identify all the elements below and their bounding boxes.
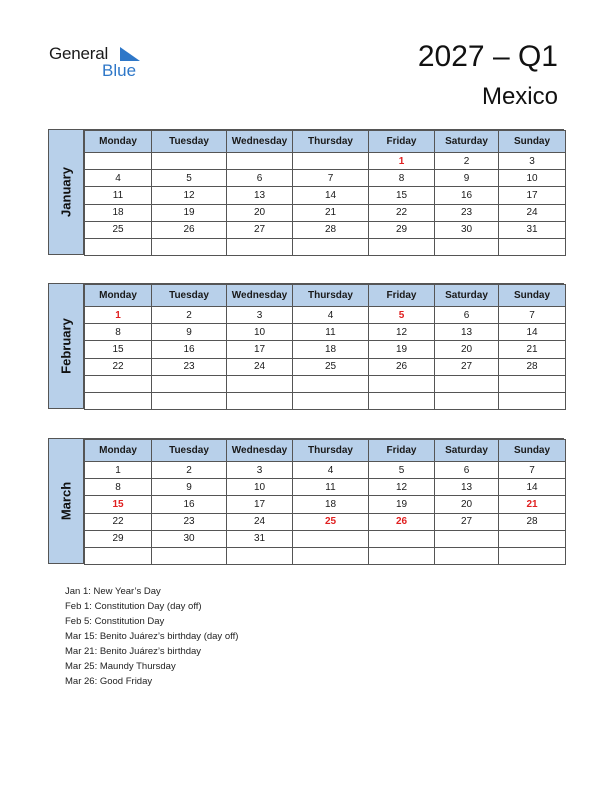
day-cell: 10 — [499, 170, 566, 187]
day-cell: 3 — [499, 153, 566, 170]
day-cell — [369, 547, 435, 564]
month-grid — [84, 439, 566, 565]
day-cell — [369, 392, 435, 409]
week-row — [85, 221, 566, 238]
holiday-note: Jan 1: New Year’s Day — [65, 586, 161, 597]
day-cell: 8 — [85, 479, 152, 496]
brand-triangle-icon — [120, 47, 140, 61]
day-cell: 18 — [293, 496, 369, 513]
day-cell — [293, 238, 369, 255]
day-cell: 1 — [369, 153, 435, 170]
day-cell: 28 — [293, 221, 369, 238]
weekday-header: Saturday — [435, 285, 499, 307]
day-cell — [369, 375, 435, 392]
day-cell — [369, 530, 435, 547]
day-cell: 6 — [227, 170, 293, 187]
day-cell: 10 — [227, 324, 293, 341]
week-row — [85, 462, 566, 479]
day-cell — [227, 392, 293, 409]
day-cell: 7 — [293, 170, 369, 187]
day-cell: 21 — [499, 496, 566, 513]
weekday-header: Tuesday — [152, 131, 227, 153]
day-cell: 4 — [293, 307, 369, 324]
day-cell: 8 — [369, 170, 435, 187]
day-cell: 5 — [369, 307, 435, 324]
day-cell: 28 — [499, 513, 566, 530]
day-cell: 22 — [85, 358, 152, 375]
weekday-header: Monday — [85, 131, 152, 153]
day-cell: 24 — [227, 513, 293, 530]
day-cell: 19 — [369, 496, 435, 513]
weekday-header: Tuesday — [152, 440, 227, 462]
day-cell — [85, 547, 152, 564]
day-cell: 22 — [85, 513, 152, 530]
day-cell: 24 — [499, 204, 566, 221]
day-cell: 21 — [499, 341, 566, 358]
day-cell — [152, 153, 227, 170]
day-cell: 2 — [152, 462, 227, 479]
day-cell: 12 — [369, 324, 435, 341]
day-cell — [435, 547, 499, 564]
day-cell: 13 — [435, 479, 499, 496]
day-cell — [435, 530, 499, 547]
day-cell: 15 — [85, 496, 152, 513]
month-calendar-january — [48, 129, 564, 255]
day-cell: 23 — [152, 358, 227, 375]
weekday-header: Thursday — [293, 285, 369, 307]
week-row — [85, 324, 566, 341]
month-calendar-february — [48, 283, 564, 409]
day-cell: 15 — [85, 341, 152, 358]
day-cell: 4 — [293, 462, 369, 479]
day-cell: 31 — [499, 221, 566, 238]
day-cell: 16 — [152, 341, 227, 358]
week-row — [85, 392, 566, 409]
day-cell — [227, 547, 293, 564]
week-row — [85, 153, 566, 170]
day-cell: 17 — [227, 341, 293, 358]
day-cell: 11 — [293, 479, 369, 496]
day-cell: 2 — [152, 307, 227, 324]
weekday-header: Sunday — [499, 285, 566, 307]
day-cell: 14 — [499, 479, 566, 496]
week-row — [85, 307, 566, 324]
day-cell — [499, 392, 566, 409]
holiday-note: Mar 26: Good Friday — [65, 676, 153, 687]
day-cell: 21 — [293, 204, 369, 221]
day-cell — [152, 375, 227, 392]
weekday-header: Monday — [85, 285, 152, 307]
holiday-note: Mar 21: Benito Juárez’s birthday — [65, 646, 202, 657]
day-cell — [152, 547, 227, 564]
day-cell: 24 — [227, 358, 293, 375]
month-label — [49, 439, 84, 563]
day-cell — [499, 375, 566, 392]
day-cell: 30 — [435, 221, 499, 238]
day-cell: 29 — [369, 221, 435, 238]
day-cell: 16 — [152, 496, 227, 513]
weekday-header: Tuesday — [152, 285, 227, 307]
day-cell: 6 — [435, 462, 499, 479]
day-cell — [85, 392, 152, 409]
weekday-header: Sunday — [499, 440, 566, 462]
day-cell: 14 — [499, 324, 566, 341]
week-row — [85, 170, 566, 187]
day-cell: 11 — [85, 187, 152, 204]
day-cell: 30 — [152, 530, 227, 547]
month-grid — [84, 130, 566, 256]
holiday-note: Feb 1: Constitution Day (day off) — [65, 601, 202, 612]
day-cell — [152, 238, 227, 255]
day-cell: 11 — [293, 324, 369, 341]
day-cell: 16 — [435, 187, 499, 204]
holiday-note: Mar 15: Benito Juárez’s birthday (day off) — [65, 631, 239, 642]
week-row — [85, 238, 566, 255]
day-cell — [227, 375, 293, 392]
week-row — [85, 530, 566, 547]
week-row — [85, 547, 566, 564]
day-cell: 13 — [435, 324, 499, 341]
day-cell — [293, 392, 369, 409]
month-name: February — [58, 318, 74, 374]
day-cell — [499, 530, 566, 547]
day-cell: 23 — [435, 204, 499, 221]
day-cell: 28 — [499, 358, 566, 375]
weekday-header: Wednesday — [227, 131, 293, 153]
day-cell — [435, 392, 499, 409]
weekday-header: Friday — [369, 440, 435, 462]
week-row — [85, 204, 566, 221]
month-name: January — [58, 167, 74, 217]
holiday-note: Feb 5: Constitution Day — [65, 616, 165, 627]
day-cell: 14 — [293, 187, 369, 204]
day-cell: 19 — [369, 341, 435, 358]
day-cell — [227, 238, 293, 255]
weekday-header: Wednesday — [227, 285, 293, 307]
day-cell — [499, 238, 566, 255]
month-label — [49, 130, 84, 254]
day-cell: 20 — [227, 204, 293, 221]
weekday-header: Monday — [85, 440, 152, 462]
day-cell: 27 — [227, 221, 293, 238]
day-cell: 26 — [152, 221, 227, 238]
weekday-header: Saturday — [435, 131, 499, 153]
week-row — [85, 341, 566, 358]
week-row — [85, 358, 566, 375]
day-cell: 29 — [85, 530, 152, 547]
day-cell: 3 — [227, 307, 293, 324]
day-cell: 19 — [152, 204, 227, 221]
weekday-header: Thursday — [293, 440, 369, 462]
day-cell: 2 — [435, 153, 499, 170]
day-cell: 31 — [227, 530, 293, 547]
holiday-notes — [65, 584, 238, 689]
day-cell: 7 — [499, 307, 566, 324]
country-name: Mexico — [481, 83, 558, 110]
day-cell — [293, 375, 369, 392]
brand-logo — [49, 44, 159, 84]
day-cell: 12 — [152, 187, 227, 204]
day-cell: 8 — [85, 324, 152, 341]
day-cell: 18 — [293, 341, 369, 358]
week-row — [85, 375, 566, 392]
day-cell: 27 — [435, 513, 499, 530]
month-name: March — [58, 481, 74, 521]
day-cell: 26 — [369, 513, 435, 530]
day-cell: 10 — [227, 479, 293, 496]
day-cell: 15 — [369, 187, 435, 204]
weekday-header: Sunday — [499, 131, 566, 153]
holiday-note: Mar 25: Maundy Thursday — [65, 661, 176, 672]
day-cell: 27 — [435, 358, 499, 375]
week-row — [85, 479, 566, 496]
day-cell: 25 — [293, 358, 369, 375]
day-cell: 6 — [435, 307, 499, 324]
day-cell: 13 — [227, 187, 293, 204]
day-cell: 7 — [499, 462, 566, 479]
day-cell: 1 — [85, 307, 152, 324]
day-cell — [499, 547, 566, 564]
page-title: 2027 – Q1 — [417, 40, 558, 73]
weekday-header: Wednesday — [227, 440, 293, 462]
day-cell: 4 — [85, 170, 152, 187]
day-cell: 5 — [152, 170, 227, 187]
day-cell: 22 — [369, 204, 435, 221]
day-cell: 20 — [435, 341, 499, 358]
week-row — [85, 496, 566, 513]
day-cell: 9 — [152, 479, 227, 496]
week-row — [85, 187, 566, 204]
day-cell — [85, 375, 152, 392]
day-cell: 1 — [85, 462, 152, 479]
day-cell: 23 — [152, 513, 227, 530]
month-label — [49, 284, 84, 408]
day-cell — [85, 238, 152, 255]
day-cell: 17 — [499, 187, 566, 204]
day-cell: 26 — [369, 358, 435, 375]
month-grid — [84, 284, 566, 410]
day-cell: 20 — [435, 496, 499, 513]
weekday-header: Friday — [369, 285, 435, 307]
brand-name-blue: Blue — [102, 61, 137, 80]
weekday-header: Friday — [369, 131, 435, 153]
weekday-header: Thursday — [293, 131, 369, 153]
day-cell — [227, 153, 293, 170]
day-cell: 18 — [85, 204, 152, 221]
day-cell — [293, 530, 369, 547]
day-cell — [435, 238, 499, 255]
day-cell: 3 — [227, 462, 293, 479]
day-cell — [152, 392, 227, 409]
day-cell: 12 — [369, 479, 435, 496]
brand-name-general: General — [49, 44, 109, 63]
day-cell: 17 — [227, 496, 293, 513]
day-cell — [293, 547, 369, 564]
day-cell — [293, 153, 369, 170]
week-row — [85, 513, 566, 530]
weekday-header: Saturday — [435, 440, 499, 462]
day-cell — [369, 238, 435, 255]
day-cell: 25 — [293, 513, 369, 530]
day-cell: 9 — [435, 170, 499, 187]
month-calendar-march — [48, 438, 564, 564]
day-cell: 5 — [369, 462, 435, 479]
day-cell — [85, 153, 152, 170]
day-cell: 9 — [152, 324, 227, 341]
day-cell — [435, 375, 499, 392]
day-cell: 25 — [85, 221, 152, 238]
